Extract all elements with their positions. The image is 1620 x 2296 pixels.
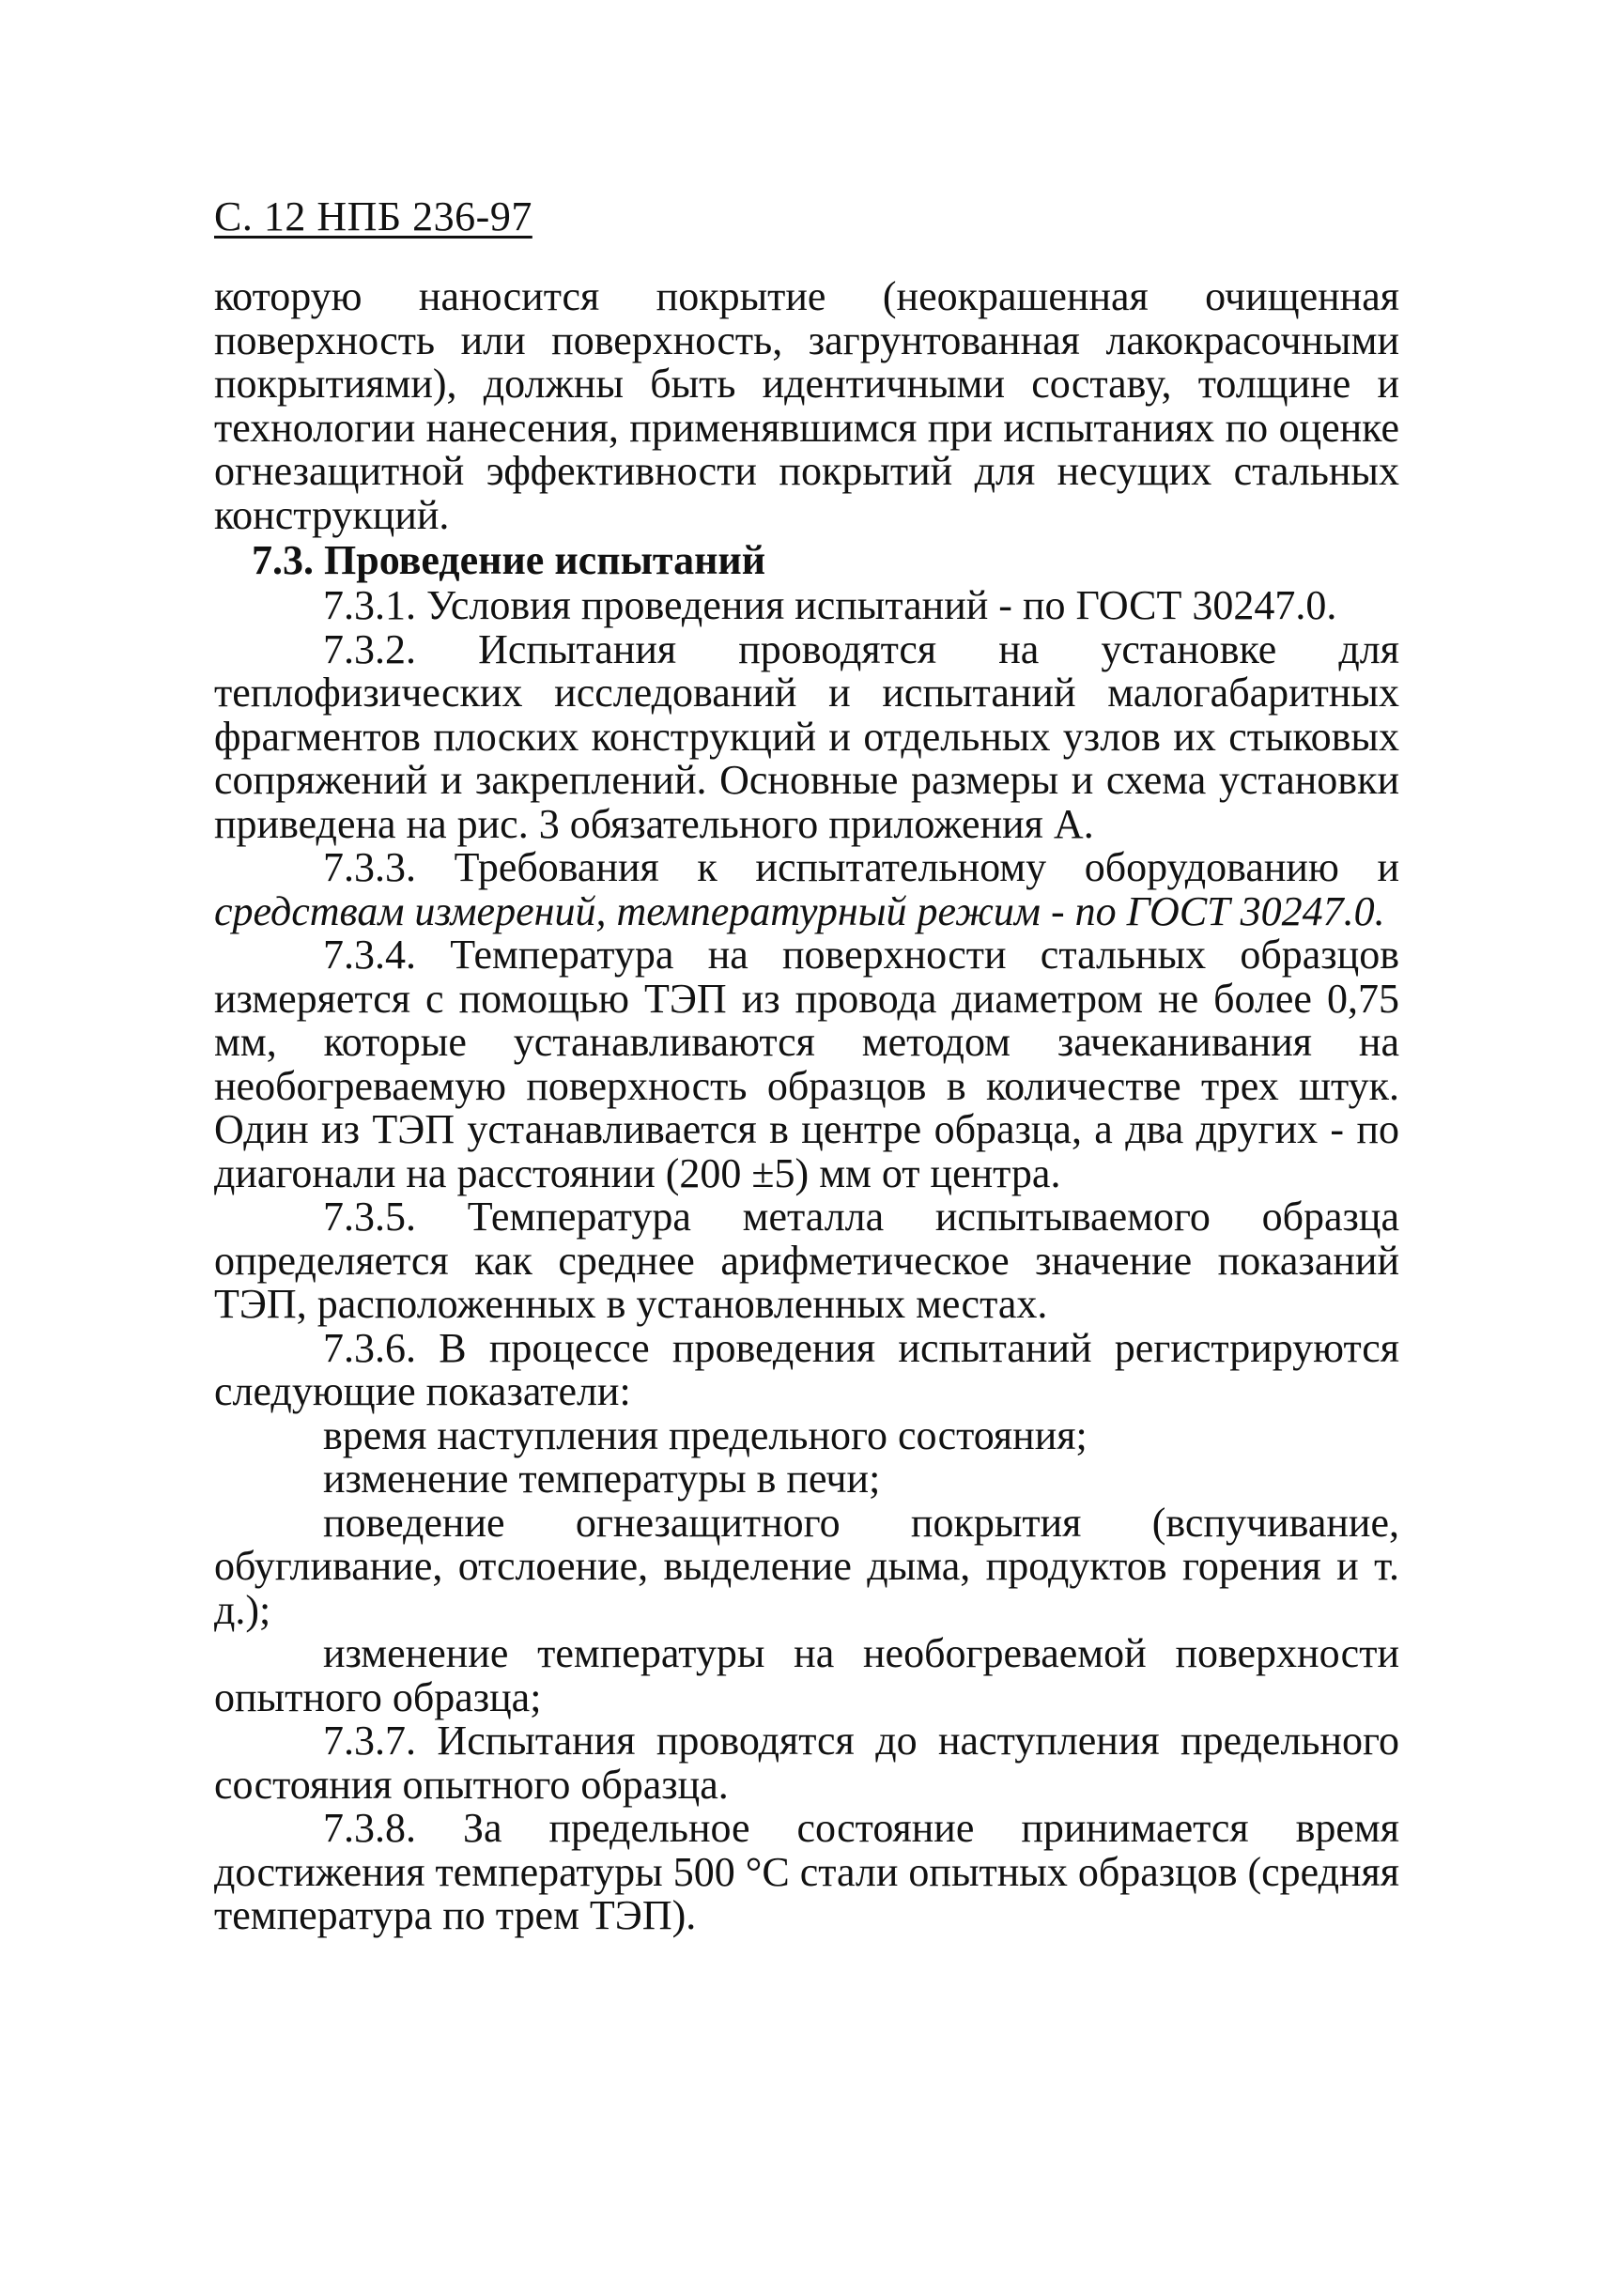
list-item: поведение огнезащитного покрытия (вспучивание, обугливание, отслоение, выделение дыма, продуктов горения и т. д.);	[214, 1499, 1399, 1633]
clause-7-3-8: 7.3.8. За предельное состояние принимается время достижения температуры 500 °С стали опытных образцов (средняя температура по трем ТЭП).	[214, 1805, 1400, 1938]
list-item: время наступления предельного состояния;	[323, 1411, 1088, 1458]
clause-7-3-1: 7.3.1. Условия проведения испытаний - по ГОСТ 30247.0.	[323, 582, 1337, 628]
list-item: изменение температуры в печи;	[323, 1456, 881, 1502]
clause-7-3-3-text: 7.3.3. Требования к испытательному оборудованию и	[323, 844, 1399, 890]
section-heading: 7.3. Проведение испытаний	[252, 537, 766, 583]
continuation-paragraph: которую наносится покрытие (неокрашенная очищенная поверхность или поверхность, загрунтованная лакокрасочными покрытиями), должны быть идентичными составу, толщине и технологии нанесения, применявшимся при испытаниях по оценке огнезащитной эффективности покрытий для несущих стальных конструкций.	[214, 273, 1399, 538]
clause-7-3-5: 7.3.5. Температура металла испытываемого образца определяется как среднее арифметическое значение показаний ТЭП, расположенных в установленных местах.	[214, 1194, 1399, 1327]
document-body	[214, 275, 1399, 1938]
clause-7-3-2: 7.3.2. Испытания проводятся на установке для теплофизических исследований и испытаний малогабаритных фрагментов плоских конструкций и отдельных узлов их стыковых сопряжений и закреплений. Основные размеры и схема установки приведена на рис. 3 обязательного приложения А.	[214, 625, 1399, 847]
clause-7-3-6: 7.3.6. В процессе проведения испытаний регистрируются следующие показатели:	[214, 1324, 1399, 1414]
clause-7-3-7: 7.3.7. Испытания проводятся до наступления предельного состояния опытного образца.	[214, 1718, 1399, 1808]
list-item: изменение температуры на необогреваемой поверхности опытного образца;	[214, 1630, 1399, 1720]
clause-7-3-3	[214, 846, 1399, 933]
clause-7-3-3-italic-text: средствам измерений, температурный режим - по ГОСТ 30247.0.	[214, 887, 1385, 934]
clause-7-3-4: 7.3.4. Температура на поверхности стальных образцов измеряется с помощью ТЭП из провода диаметром не более 0,75 мм, которые устанавливаются методом зачеканивания на необогреваемую поверхность образцов в количестве трех штук. Один из ТЭП устанавливается в центре образца, а два других - по диагонали на расстоянии (200 ±5) мм от центра.	[214, 932, 1399, 1196]
page-header: С. 12 НПБ 236-97	[214, 193, 532, 239]
